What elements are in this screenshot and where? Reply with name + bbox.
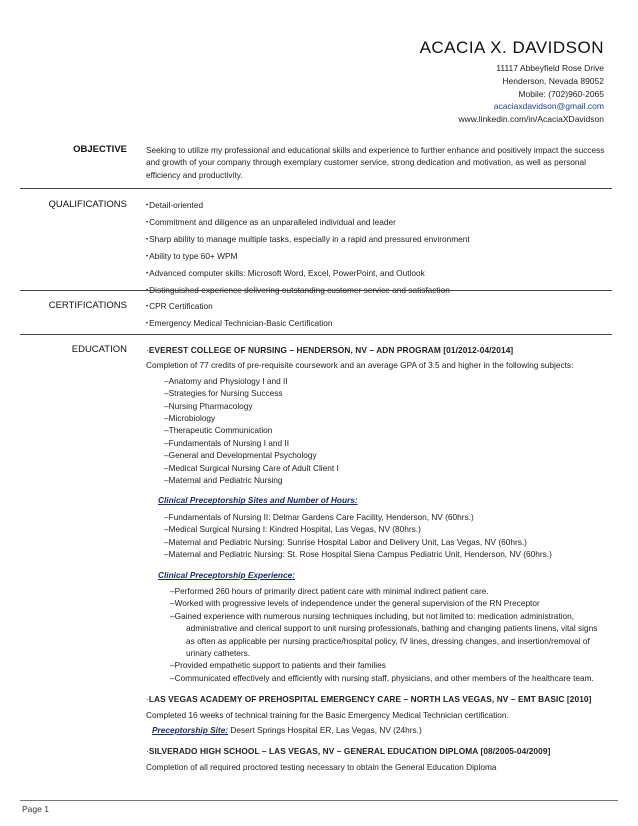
city-line: Henderson, Nevada 89052 (502, 75, 604, 86)
sites-title: Clinical Preceptorship Sites and Number of Hours: (158, 495, 358, 506)
experience-continuation: as often as applicable per nursing practice/hospital policy, IV lines, dressing changes, and insertion/removal of (186, 635, 590, 646)
experience-item: – Gained experience with numerous nursing techniques including, but not limited to: medication administration, (170, 610, 606, 622)
preceptorship-site-value: Desert Springs Hospital ER, Las Vegas, NV (24hrs.) (228, 724, 422, 735)
site-item: – Maternal and Pediatric Nursing: St. Rose Hospital Siena Campus Pediatric Unit, Henderson, NV (60hrs.) (164, 548, 606, 560)
preceptorship-site (152, 724, 606, 736)
subject-item: – General and Developmental Psychology (164, 449, 606, 461)
site-item: – Maternal and Pediatric Nursing: Sunrise Hospital Labor and Delivery Unit, Las Vegas, NV (60hrs.) (164, 536, 606, 548)
lv-academy-summary: Completed 16 weeks of technical training for the Basic Emergency Medical Technician certification. (146, 709, 509, 720)
subject-item: – Anatomy and Physiology I and II (164, 375, 606, 387)
subject-item: – Strategies for Nursing Success (164, 387, 606, 399)
page-number: Page 1 (22, 804, 49, 814)
certifications-list (146, 300, 606, 334)
qualification-item: • Advanced computer skills: Microsoft Word, Excel, PowerPoint, and Outlook (146, 267, 606, 280)
divider (20, 188, 612, 189)
subject-item: – Medical Surgical Nursing Care of Adult Client I (164, 462, 606, 474)
certification-item: • CPR Certification (146, 300, 606, 313)
silverado-title: · SILVERADO HIGH SCHOOL – LAS VEGAS, NV – GENERAL EDUCATION DIPLOMA [08/2005-04/2009] (146, 745, 606, 757)
subject-item: – Microbiology (164, 412, 606, 424)
site-item: – Fundamentals of Nursing II: Delmar Gardens Care Facility, Henderson, NV (60hrs.) (164, 511, 606, 523)
education-label: EDUCATION (71, 344, 127, 355)
experience-continuation: urinary catheters. (186, 647, 251, 658)
subject-item: – Nursing Pharmacology (164, 400, 606, 412)
divider (20, 290, 612, 291)
certification-item: • Emergency Medical Technician-Basic Certification (146, 317, 606, 330)
contact-header (420, 38, 604, 126)
footer-divider (20, 800, 618, 801)
address-line: 11117 Abbeyfield Rose Drive (496, 63, 604, 73)
qualification-item: • Distinguished experience delivering outstanding customer service and satisfaction (146, 284, 606, 297)
preceptorship-site-label: Preceptorship Site: (152, 724, 229, 735)
divider (20, 334, 612, 335)
email-link[interactable]: acaciaxdavidson@gmail.com (493, 101, 604, 112)
experience-title: Clinical Preceptorship Experience: (158, 569, 295, 580)
qualifications-list (146, 199, 606, 300)
lv-academy-title: · LAS VEGAS ACADEMY OF PREHOSPITAL EMERGENCY CARE – NORTH LAS VEGAS, NV – EMT BASIC [2010] (146, 693, 606, 705)
certifications-label: CERTIFICATIONS (48, 300, 127, 311)
subject-item: – Therapeutic Communication (164, 424, 606, 436)
qualification-item: • Commitment and diligence as an unparalleled individual and leader (146, 216, 606, 229)
candidate-name: ACACIA X. DAVIDSON (419, 38, 604, 57)
everest-summary: Completion of 77 credits of pre-requisite coursework and an average GPA of 3.5 and higher in the following subjects: (146, 360, 574, 371)
objective-label: OBJECTIVE (73, 144, 127, 155)
experience-item: – Communicated effectively and efficiently with nursing staff, physicians, and other members of the healthcare team. (170, 672, 606, 684)
mobile-line: Mobile: (702)960-2065 (518, 88, 604, 99)
education-content (146, 344, 606, 776)
qualification-item: • Ability to type 60+ WPM (146, 250, 606, 263)
everest-title: · EVEREST COLLEGE OF NURSING – HENDERSON, NV – ADN PROGRAM [01/2012-04/2014] (146, 344, 606, 356)
qualification-item: • Sharp ability to manage multiple tasks, especially in a rapid and pressured environment (146, 233, 606, 246)
silverado-summary: Completion of all required proctored testing necessary to obtain the General Education Diploma (146, 761, 497, 772)
site-item: – Medical Surgical Nursing I: Kindred Hospital, Las Vegas, NV (80hrs.) (164, 523, 606, 535)
objective-text: Seeking to utilize my professional and educational skills and experience to further enhance and positively impact the success and growth of your company through exemplary customer service, strong dedication and motivation, as well as personal efficiency and productivity. (146, 145, 605, 180)
linkedin-link[interactable]: www.linkedin.com/in/AcaciaXDavidson (458, 114, 604, 125)
subject-item: – Maternal and Pediatric Nursing (164, 474, 606, 486)
qualification-item: • Detail-oriented (146, 199, 606, 212)
experience-continuation: administrative and clerical support to unit nursing professionals, bathing and changing patients linens, vital signs (186, 623, 598, 634)
experience-item: – Performed 260 hours of primarily direct patient care with minimal indirect patient care. (170, 585, 606, 597)
qualifications-label: QUALIFICATIONS (48, 199, 127, 210)
subject-item: – Fundamentals of Nursing I and II (164, 437, 606, 449)
experience-item: – Provided empathetic support to patients and their families (170, 659, 606, 671)
experience-item: – Worked with progressive levels of independence under the general supervision of the RN Preceptor (170, 597, 606, 609)
